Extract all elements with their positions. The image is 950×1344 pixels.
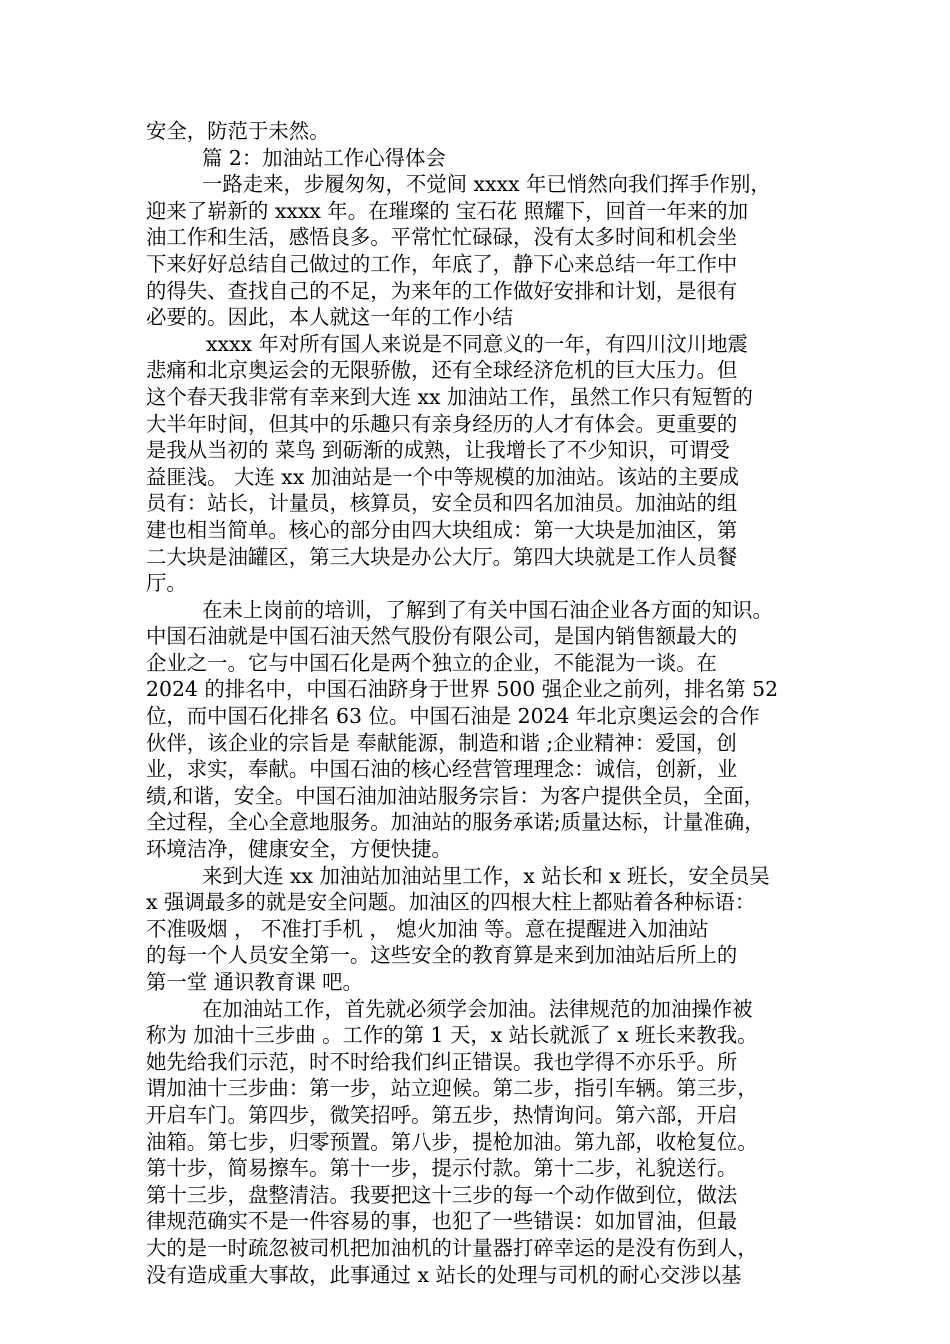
text-line: 企业之一。它与中国石化是两个独立的企业，不能混为一谈。在 bbox=[146, 650, 717, 675]
text-line: xxxx 年对所有国人来说是不同意义的一年，有四川汶川地震 bbox=[206, 331, 748, 356]
text-line: 全过程，全心全意地服务。加油站的服务承诺;质量达标，计量准确， bbox=[146, 810, 765, 835]
text-line: 安全，防范于未然。 bbox=[146, 119, 330, 143]
section-heading: 篇 2：加油站工作心得体会 bbox=[202, 145, 446, 170]
text-line: x 强调最多的就是安全问题。加油区的四根大柱上都贴着各种标语： bbox=[146, 890, 756, 915]
text-line: 第一堂 通识教育课 吧。 bbox=[146, 970, 363, 994]
text-line: 在加油站工作，首先就必须学会加油。法律规范的加油操作被 bbox=[202, 996, 753, 1021]
text-line: 这个春天我非常有幸来到大连 xx 加油站工作，虽然工作只有短暂的 bbox=[146, 384, 753, 409]
text-line: 2024 的排名中，中国石油跻身于世界 500 强企业之前列，排名第 52 bbox=[146, 677, 779, 702]
text-line: 员有：站长，计量员，核算员，安全员和四名加油员。加油站的组 bbox=[146, 491, 738, 516]
text-line: 油箱。第七步，归零预置。第八步，提枪加油。第九部，收枪复位。 bbox=[146, 1129, 758, 1154]
text-line: 位，而中国石化排名 63 位。中国石油是 2024 年北京奥运会的合作 bbox=[146, 704, 760, 729]
text-line: 在未上岗前的培训，了解到了有关中国石油企业各方面的知识。 bbox=[202, 597, 773, 622]
text-line: 她先给我们示范，时不时给我们纠正错误。我也学得不亦乐乎。所 bbox=[146, 1049, 738, 1074]
text-line: 益匪浅。 大连 xx 加油站是一个中等规模的加油站。该站的主要成 bbox=[146, 464, 739, 489]
text-line: 悲痛和北京奥运会的无限骄傲，还有全球经济危机的巨大压力。但 bbox=[146, 358, 738, 383]
text-line: 大半年时间，但其中的乐趣只有亲身经历的人才有体会。更重要的 bbox=[146, 411, 738, 436]
text-line: 谓加油十三步曲：第一步，站立迎候。第二步，指引车辆。第三步， bbox=[146, 1076, 758, 1101]
text-line: 是我从当初的 菜鸟 到砺渐的成熟，让我增长了不少知识，可谓受 bbox=[146, 438, 730, 463]
text-line: 必要的。因此，本人就这一年的工作小结 bbox=[146, 305, 514, 330]
text-line: 称为 加油十三步曲 。工作的第 1 天，x 站长就派了 x 班长来教我。 bbox=[146, 1023, 758, 1048]
text-line: 下来好好总结自己做过的工作，年底了，静下心来总结一年工作中 bbox=[146, 251, 738, 276]
text-line: 中国石油就是中国石油天然气股份有限公司，是国内销售额最大的 bbox=[146, 624, 738, 649]
text-line: 迎来了崭新的 xxxx 年。在璀璨的 宝石花 照耀下，回首一年来的加 bbox=[146, 198, 749, 223]
text-line: 开启车门。第四步，微笑招呼。第五步，热情询问。第六部，开启 bbox=[146, 1102, 738, 1127]
text-line: 厅。 bbox=[146, 571, 187, 596]
text-line: 业，求实，奉献。中国石油的核心经营管理理念：诚信，创新，业 bbox=[146, 757, 738, 782]
text-line: 的得失、查找自己的不足，为来年的工作做好安排和计划，是很有 bbox=[146, 278, 738, 303]
text-line: 一路走来，步履匆匆，不觉间 xxxx 年已悄然向我们挥手作别， bbox=[202, 172, 771, 197]
text-line: 第十步，简易擦车。第十一步，提示付款。第十二步，礼貌送行。 bbox=[146, 1156, 738, 1181]
text-line: 来到大连 xx 加油站加油站里工作，x 站长和 x 班长，安全员吴 bbox=[202, 863, 770, 888]
text-line: 伙伴，该企业的宗旨是 奉献能源，制造和谐 ;企业精神：爱国，创 bbox=[146, 730, 737, 755]
text-line: 二大块是油罐区，第三大块是办公大厅。第四大块就是工作人员餐 bbox=[146, 544, 738, 569]
text-line: 绩,和谐，安全。中国石油加油站服务宗旨：为客户提供全员，全面， bbox=[146, 783, 765, 808]
text-line: 没有造成重大事故，此事通过 x 站长的处理与司机的耐心交涉以基 bbox=[146, 1262, 742, 1287]
text-line: 不准吸烟 ， 不准打手机 ， 熄火加油 等。意在提醒进入加油站 bbox=[146, 916, 709, 941]
text-line: 大的是一时疏忽被司机把加油机的计量器打碎幸运的是没有伤到人， bbox=[146, 1235, 758, 1260]
text-line: 律规范确实不是一件容易的事，也犯了一些错误：如加冒油，但最 bbox=[146, 1209, 738, 1234]
text-line: 环境洁净，健康安全，方便快捷。 bbox=[146, 837, 452, 862]
document-page bbox=[146, 118, 806, 1288]
text-line: 的每一个人员安全第一。这些安全的教育算是来到加油站后所上的 bbox=[146, 943, 738, 968]
text-line: 第十三步，盘整清洁。我要把这十三步的每一个动作做到位，做法 bbox=[146, 1182, 738, 1207]
text-line: 建也相当简单。核心的部分由四大块组成：第一大块是加油区，第 bbox=[146, 517, 738, 542]
text-line: 油工作和生活，感悟良多。平常忙忙碌碌，没有太多时间和机会坐 bbox=[146, 225, 738, 250]
